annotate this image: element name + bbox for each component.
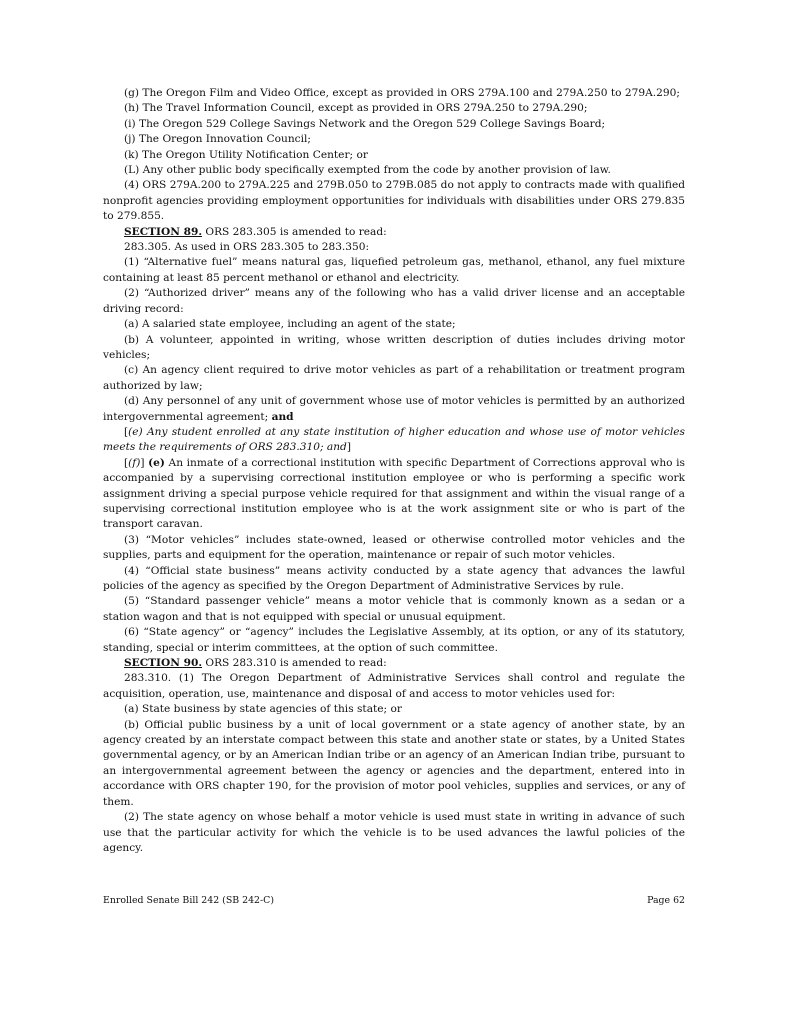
definition-2c: (c) An agency client required to drive motor vehicles as part of a rehabilitation or treatment program authorized by law; [103, 364, 685, 392]
definition-6: (6) “State agency” or “agency” includes the Legislative Assembly, at its option, or any of its statutory, standing, special or interim committees, at the option of such committee. [103, 626, 685, 654]
definition-2d [103, 394, 685, 425]
bracket-open: [ [124, 425, 129, 438]
section-90-title: SECTION 90. [124, 657, 203, 670]
definition-2d-text: (d) Any personnel of any unit of government whose use of motor vehicles is permitted by an authorized intergovernmental agreement; [103, 395, 685, 423]
section-90-heading [103, 656, 685, 671]
bracket-close: ] [346, 441, 351, 454]
definition-2a: (a) A salaried state employee, including an agent of the state; [124, 318, 456, 331]
page-footer [103, 895, 685, 906]
paragraph-j: (j) The Oregon Innovation Council; [124, 133, 311, 146]
definition-2e-deleted [103, 425, 685, 456]
definition-2b: (b) A volunteer, appointed in writing, whose written description of duties includes driving motor vehicles; [103, 333, 685, 361]
definition-5: (5) “Standard passenger vehicle” means a motor vehicle that is commonly known as a sedan or a station wagon and that is not equipped with special or unusual equipment. [103, 595, 685, 623]
definition-2f-deleted-label: (f) [128, 456, 141, 469]
paragraph-4: (4) ORS 279A.200 to 279A.225 and 279B.050 to 279B.085 do not apply to contracts made with qualified nonprofit agencies providing employment opportunities for individuals with disabilities under ORS 279.835 to 279.855. [103, 179, 685, 223]
definition-3: (3) “Motor vehicles” includes state-owned, leased or otherwise controlled motor vehicles and the supplies, parts and equipment for the operation, maintenance or repair of such motor vehicles. [103, 533, 685, 562]
definition-4: (4) “Official state business” means activity conducted by a state agency that advances the lawful policies of the agency as specified by the Oregon Department of Administrative Services by rule. [103, 564, 685, 592]
footer-bill-name: Enrolled Senate Bill 242 (SB 242-C) [103, 895, 275, 906]
bracket-open: [ [124, 456, 129, 469]
definition-2e-deleted-text: (e) Any student enrolled at any state institution of higher education and whose use of motor vehicles meets the requirements of ORS 283.310; and [103, 425, 685, 454]
definition-1: (1) “Alternative fuel” means natural gas, liquefied petroleum gas, methanol, ethanol, any fuel mixture containing at least 85 percent methanol or ethanol and electricity. [103, 256, 685, 284]
section-89-text: ORS 283.305 is amended to read: [202, 225, 387, 238]
section-89-title: SECTION 89. [124, 225, 203, 238]
definition-2: (2) “Authorized driver” means any of the following who has a valid driver license and an acceptable driving record: [103, 287, 685, 315]
paragraph-h: (h) The Travel Information Council, except as provided in ORS 279A.250 to 279A.290; [124, 102, 588, 115]
bracket-close: ] [140, 456, 149, 469]
document-body [103, 86, 685, 856]
definition-2f [103, 456, 685, 533]
definition-2f-new-label: (e) [148, 456, 165, 469]
subsection-1b: (b) Official public business by a unit of local government or a state agency of another state, by an agency created by an interstate compact between this state and another state or states, by a United States governmental agency, or by an American Indian tribe or an agency of an American Indian tribe, pursuant to an intergovernmental agreement between the agency or agencies and the department, entered into in accordance with ORS chapter 190, for the provision of motor pool vehicles, supplies and services, or any of them. [103, 718, 685, 808]
subsection-2: (2) The state agency on whose behalf a motor vehicle is used must state in writing in advance of such use that the particular activity for which the vehicle is to be used advances the lawful policies of the agency. [103, 811, 685, 854]
ors-283-305-intro: 283.305. As used in ORS 283.305 to 283.350: [124, 241, 370, 254]
paragraph-i: (i) The Oregon 529 College Savings Network and the Oregon 529 College Savings Board; [124, 117, 606, 130]
section-90-text: ORS 283.310 is amended to read: [202, 657, 387, 670]
section-89-heading [103, 225, 685, 240]
paragraph-k: (k) The Oregon Utility Notification Center; or [124, 148, 368, 161]
footer-page-number: Page 62 [647, 895, 685, 906]
paragraph-L: (L) Any other public body specifically exempted from the code by another provision of law. [124, 164, 611, 177]
ors-283-310-intro: 283.310. (1) The Oregon Department of Administrative Services shall control and regulate the acquisition, operation, use, maintenance and disposal of and access to motor vehicles used for: [103, 672, 685, 700]
paragraph-g: (g) The Oregon Film and Video Office, except as provided in ORS 279A.100 and 279A.250 to 279A.290; [124, 87, 680, 99]
definition-2d-added-word: and [271, 410, 294, 423]
definition-2f-text: An inmate of a correctional institution with specific Department of Corrections approval who is accompanied by a supervising correctional institution employee or who is performing a specific work assignment driving a special purpose vehicle required for that assignment and within the visual range of a supervising correctional institution employee who is at the work assignment site or who is part of the transport caravan. [103, 456, 685, 531]
subsection-1a: (a) State business by state agencies of this state; or [124, 703, 402, 716]
